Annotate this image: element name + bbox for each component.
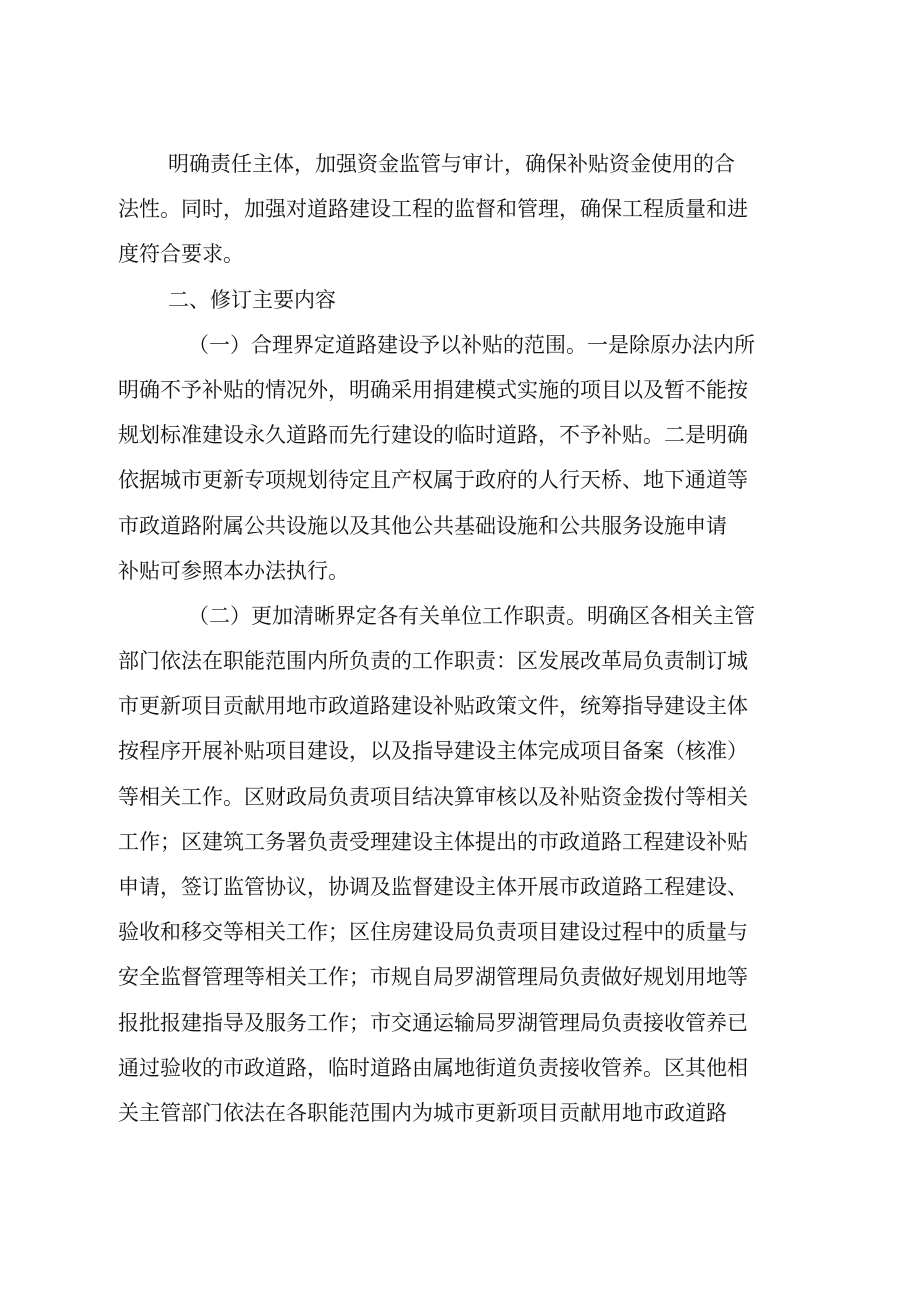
paragraph-line: （一）合理界定道路建设予以补贴的范围。一是除原办法内所 bbox=[188, 332, 755, 357]
paragraph-line: 等相关工作。区财政局负责项目结决算审核以及补贴资金拨付等相关 bbox=[118, 784, 748, 809]
paragraph-line: 报批报建指导及服务工作；市交通运输局罗湖管理局负责接收管养已 bbox=[118, 1010, 748, 1035]
paragraph-line: 明确不予补贴的情况外，明确采用捐建模式实施的项目以及暂不能按 bbox=[118, 377, 748, 402]
paragraph-line: 市更新项目贡献用地市政道路建设补贴政策文件，统筹指导建设主体 bbox=[118, 694, 748, 719]
paragraph-line: 关主管部门依法在各职能范围内为城市更新项目贡献用地市政道路 bbox=[118, 1100, 727, 1125]
paragraph-line: 规划标准建设永久道路而先行建设的临时道路，不予补贴。二是明确 bbox=[118, 423, 748, 448]
paragraph-line: 通过验收的市政道路，临时道路由属地街道负责接收管养。区其他相 bbox=[118, 1055, 748, 1080]
paragraph-line: 市政道路附属公共设施以及其他公共基础设施和公共服务设施申请 bbox=[118, 513, 727, 538]
paragraph-line: 申请，签订监管协议，协调及监督建设主体开展市政道路工程建设、 bbox=[118, 875, 748, 899]
paragraph-line: 工作；区建筑工务署负责受理建设主体提出的市政道路工程建设补贴 bbox=[118, 829, 748, 854]
paragraph-line: 按程序开展补贴项目建设，以及指导建设主体完成项目备案（核准） bbox=[118, 739, 748, 764]
document-body bbox=[118, 142, 808, 1136]
section-heading: 二、修订主要内容 bbox=[168, 287, 336, 312]
paragraph-line: 明确责任主体，加强资金监管与审计，确保补贴资金使用的合 bbox=[168, 152, 735, 176]
paragraph-line: 补贴可参照本办法执行。 bbox=[118, 558, 349, 583]
paragraph-line: （二）更加清晰界定各有关单位工作职责。明确区各相关主管 bbox=[188, 603, 755, 628]
paragraph-line: 部门依法在职能范围内所负责的工作职责：区发展改革局负责制订城 bbox=[118, 649, 748, 674]
paragraph-line: 度符合要求。 bbox=[118, 242, 244, 267]
paragraph-line: 法性。同时，加强对道路建设工程的监督和管理，确保工程质量和进 bbox=[118, 197, 748, 222]
paragraph-line: 依据城市更新专项规划待定且产权属于政府的人行天桥、地下通道等 bbox=[118, 468, 748, 493]
paragraph-line: 验收和移交等相关工作；区住房建设局负责项目建设过程中的质量与 bbox=[118, 920, 748, 945]
paragraph-line: 安全监督管理等相关工作；市规自局罗湖管理局负责做好规划用地等 bbox=[118, 965, 748, 990]
